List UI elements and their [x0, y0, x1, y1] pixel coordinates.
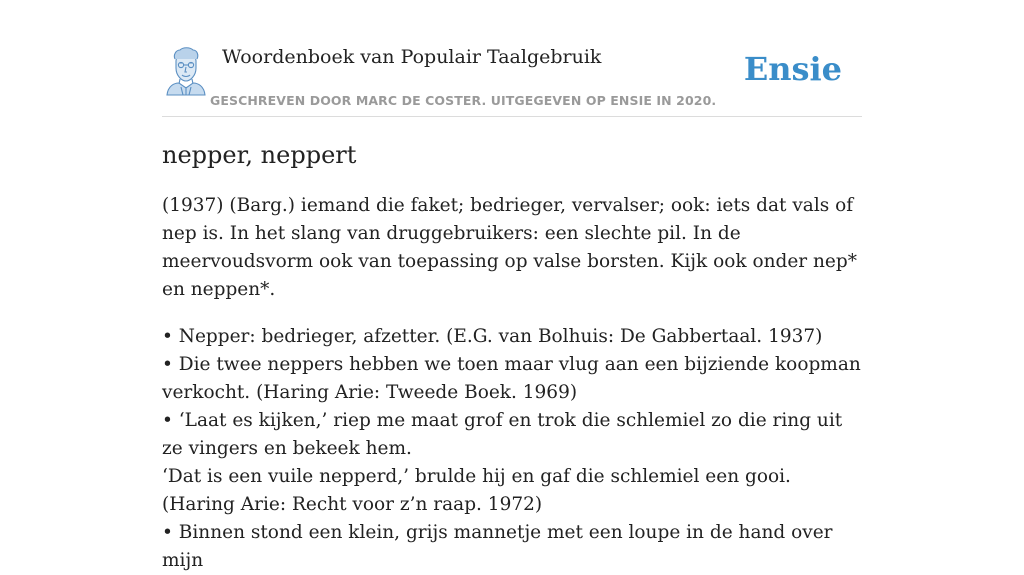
- quote-line: • Die twee neppers hebben we toen maar vlug aan een bijziende koopman verkocht. (Haring Arie: Tweede Boek. 1969): [162, 354, 861, 403]
- entry-definition: (1937) (Barg.) iemand die faket; bedrieger, vervalser; ook: iets dat vals of nep is. In het slang van druggebruikers: een slechte pil. In de meervoudsvorm ook van toepassing op valse borsten. Kijk ook onder nep* en neppen*.: [162, 195, 857, 300]
- header: [162, 40, 862, 117]
- byline: GESCHREVEN DOOR MARC DE COSTER. UITGEGEVEN OP ENSIE IN 2020.: [210, 93, 717, 108]
- entry-quotes: [162, 323, 862, 575]
- book-title[interactable]: Woordenboek van Populair Taalgebruik: [222, 46, 602, 68]
- author-portrait-icon: [164, 46, 208, 96]
- ensie-logo-link[interactable]: Ensie: [743, 50, 842, 88]
- entry-title: nepper, neppert: [162, 141, 357, 169]
- quote-line: • Nepper: bedrieger, afzetter. (E.G. van Bolhuis: De Gabbertaal. 1937): [162, 326, 823, 347]
- quote-line: • Binnen stond een klein, grijs mannetje met een loupe in de hand over mijn: [162, 522, 833, 571]
- quote-line: • ‘Laat es kijken,’ riep me maat grof en trok die schlemiel zo die ring uit ze vingers en bekeek hem.: [162, 410, 843, 459]
- entry-content: [162, 138, 862, 575]
- quote-line: ‘Dat is een vuile nepperd,’ brulde hij en gaf die schlemiel een gooi. (Haring Arie: Recht voor z’n raap. 1972): [162, 466, 791, 515]
